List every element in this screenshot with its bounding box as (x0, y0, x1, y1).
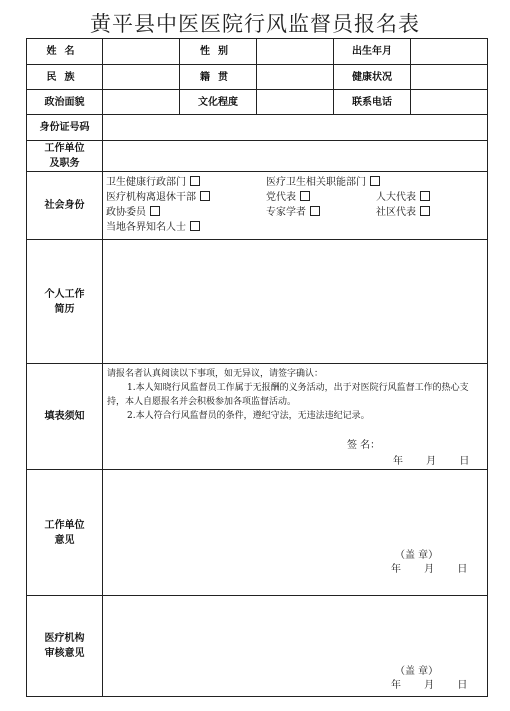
social-identity-options (103, 172, 488, 240)
checkbox-icon[interactable] (190, 221, 200, 231)
checkbox-icon[interactable] (200, 191, 210, 201)
option-retired-cadre[interactable]: 医疗机构离退休干部 (106, 191, 266, 205)
unit-seal: （盖 章） (395, 550, 439, 561)
option-local-notable[interactable]: 当地各界知名人士 (106, 221, 376, 235)
notice-intro: 请报名者认真阅读以下事项，如无异议，请签字确认： (107, 369, 324, 379)
notice-item-2: 2.本人符合行风监督员的条件，遵纪守法，无违法违纪记录。 (127, 411, 370, 421)
notice-item-1: 1.本人知晓行风监督员工作属于无报酬的义务活动，出于对医院行风监督工作的热心支持，本人自愿报名并会积极参加各项监督活动。 (107, 383, 469, 407)
gender-label: 性别 (180, 39, 257, 65)
work-unit-label-line1: 工作单位 (44, 143, 85, 154)
health-label: 健康状况 (334, 65, 411, 90)
form-title: 黄平县中医医院行风监督员报名表 (90, 12, 420, 36)
checkbox-icon[interactable] (370, 176, 380, 186)
review-opinion-label-line1: 医疗机构 (44, 633, 85, 644)
checkbox-icon[interactable] (420, 206, 430, 216)
option-party-rep[interactable]: 党代表 (266, 191, 376, 205)
phone-field[interactable] (411, 90, 488, 115)
checkbox-icon[interactable] (190, 176, 200, 186)
ethnicity-label: 民族 (27, 65, 103, 90)
notice-content (103, 364, 488, 470)
id-number-label: 身份证号码 (27, 115, 103, 141)
checkbox-icon[interactable] (300, 191, 310, 201)
registration-form-table (26, 38, 488, 697)
unit-opinion-label-line2: 意见 (54, 534, 75, 546)
signature-line[interactable]: 签 名： (347, 440, 381, 451)
native-place-field[interactable] (257, 65, 334, 90)
native-place-label: 籍贯 (180, 65, 257, 90)
notice-label: 填表须知 (27, 364, 103, 470)
political-field[interactable] (103, 90, 180, 115)
birth-label: 出生年月 (334, 39, 411, 65)
work-unit-field[interactable] (103, 141, 488, 172)
review-opinion-label (27, 596, 103, 697)
health-field[interactable] (411, 65, 488, 90)
option-community-rep[interactable]: 社区代表 (376, 206, 485, 220)
unit-opinion-field[interactable] (103, 470, 488, 596)
option-expert[interactable]: 专家学者 (266, 206, 376, 220)
review-seal: （盖 章） (395, 666, 439, 677)
unit-opinion-date: 年 月 日 (391, 564, 468, 575)
social-identity-label: 社会身份 (27, 172, 103, 240)
education-label: 文化程度 (180, 90, 257, 115)
political-label: 政治面貌 (27, 90, 103, 115)
name-label: 姓名 (27, 39, 103, 65)
education-field[interactable] (257, 90, 334, 115)
unit-opinion-label-line1: 工作单位 (44, 519, 85, 531)
option-cppcc-member[interactable]: 政协委员 (106, 206, 266, 220)
option-health-admin[interactable]: 卫生健康行政部门 (106, 176, 266, 190)
phone-label: 联系电话 (334, 90, 411, 115)
gender-field[interactable] (257, 39, 334, 65)
option-health-related-dept[interactable]: 医疗卫生相关职能部门 (266, 176, 485, 190)
name-field[interactable] (103, 39, 180, 65)
unit-opinion-label (27, 470, 103, 596)
notice-date: 年 月 日 (393, 456, 470, 467)
review-opinion-label-line2: 审核意见 (44, 648, 85, 659)
option-npc-rep[interactable]: 人大代表 (376, 191, 485, 205)
resume-field[interactable] (103, 240, 488, 364)
work-unit-label-line2: 及职务 (49, 158, 80, 169)
checkbox-icon[interactable] (420, 191, 430, 201)
ethnicity-field[interactable] (103, 65, 180, 90)
resume-label-line1: 个人工作 (44, 288, 85, 300)
birth-field[interactable] (411, 39, 488, 65)
work-unit-label (27, 141, 103, 172)
resume-label (27, 240, 103, 364)
resume-label-line2: 简历 (54, 303, 75, 315)
id-number-field[interactable] (103, 115, 488, 141)
review-opinion-field[interactable] (103, 596, 488, 697)
checkbox-icon[interactable] (150, 206, 160, 216)
review-opinion-date: 年 月 日 (391, 680, 468, 691)
checkbox-icon[interactable] (310, 206, 320, 216)
